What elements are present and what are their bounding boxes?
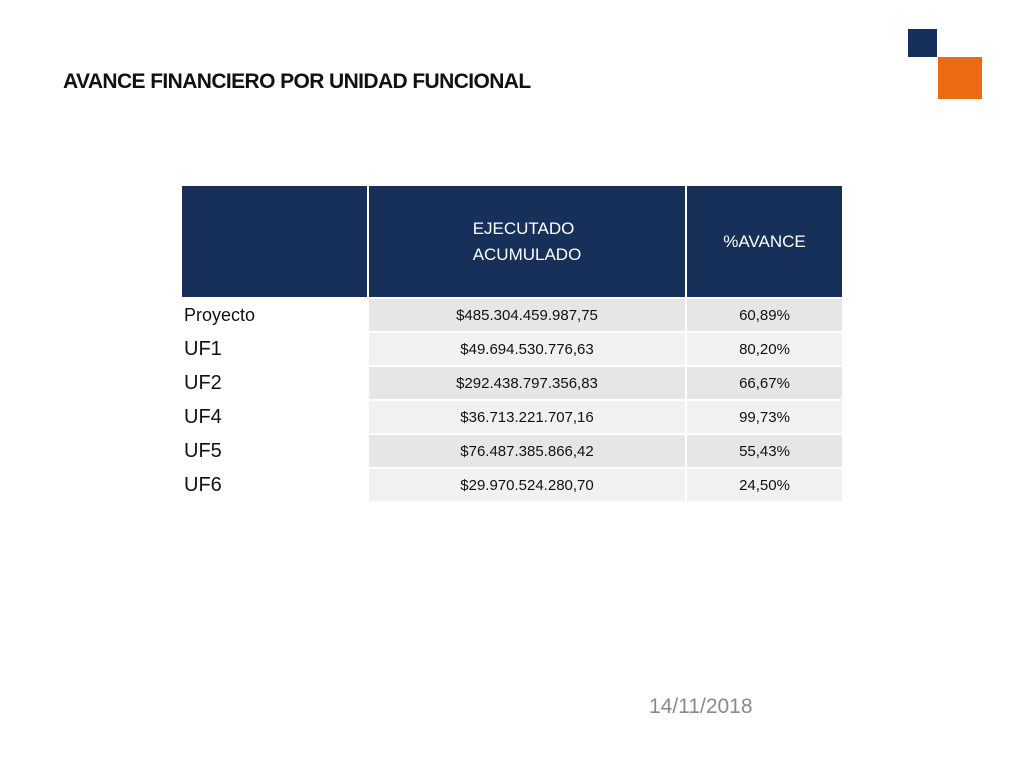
table-row xyxy=(182,400,842,434)
row-ejecutado: $29.970.524.280,70 xyxy=(368,468,686,501)
table-row xyxy=(182,366,842,400)
header-ejecutado-acumulado xyxy=(368,186,686,298)
header-ejecutado-line2: ACUMULADO xyxy=(472,244,582,264)
header-empty-cell xyxy=(182,186,368,298)
slide-title: AVANCE FINANCIERO POR UNIDAD FUNCIONAL xyxy=(63,70,531,93)
table-row xyxy=(182,298,842,332)
row-avance: 80,20% xyxy=(686,332,842,366)
row-label: UF4 xyxy=(182,400,368,434)
logo-orange-square xyxy=(938,57,982,99)
row-label: UF2 xyxy=(182,366,368,400)
row-label: UF5 xyxy=(182,434,368,468)
row-ejecutado: $292.438.797.356,83 xyxy=(368,366,686,400)
header-avance: %AVANCE xyxy=(686,186,842,298)
row-avance: 55,43% xyxy=(686,434,842,468)
row-label: Proyecto xyxy=(182,298,368,332)
header-ejecutado-line1: EJECUTADO xyxy=(472,218,575,238)
table-header-row xyxy=(182,186,842,298)
row-ejecutado: $49.694.530.776,63 xyxy=(368,332,686,366)
slide-date: 14/11/2018 xyxy=(649,695,753,718)
row-ejecutado: $36.713.221.707,16 xyxy=(368,400,686,434)
row-avance: 24,50% xyxy=(686,468,842,501)
financial-progress-table xyxy=(182,186,842,501)
table-row xyxy=(182,332,842,366)
row-avance: 66,67% xyxy=(686,366,842,400)
logo-navy-square xyxy=(908,29,937,57)
row-label: UF6 xyxy=(182,468,368,501)
row-ejecutado: $76.487.385.866,42 xyxy=(368,434,686,468)
row-avance: 99,73% xyxy=(686,400,842,434)
row-label: UF1 xyxy=(182,332,368,366)
table-row xyxy=(182,468,842,501)
row-ejecutado: $485.304.459.987,75 xyxy=(368,298,686,332)
row-avance: 60,89% xyxy=(686,298,842,332)
table-row xyxy=(182,434,842,468)
